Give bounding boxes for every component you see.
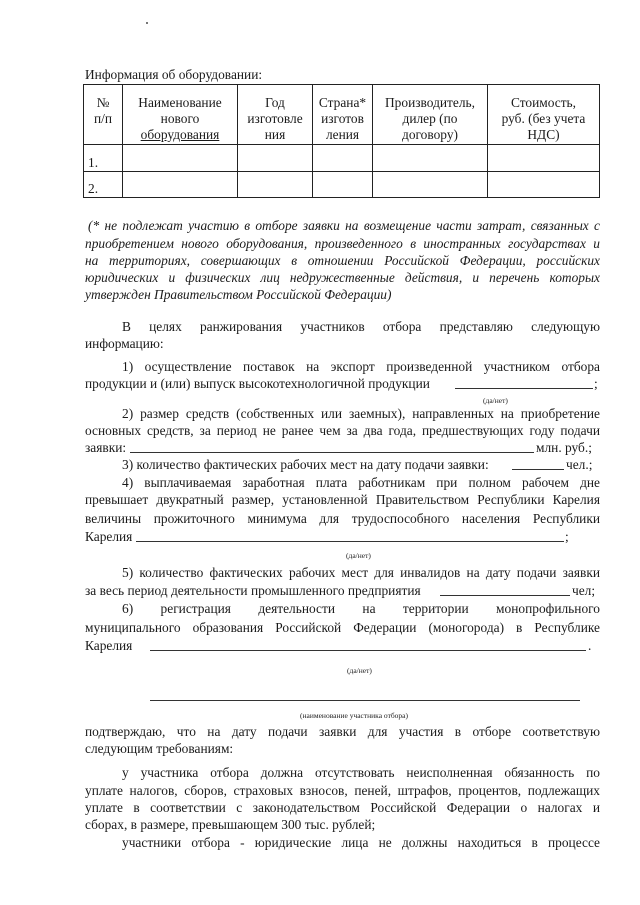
footnote-line: утвержден Правительством Российской Федерации) [85,287,392,302]
footnote-line: на территориях, совершающих в отношении Российской Федерации, российских [85,253,600,268]
item-1-text: продукции и (или) выпуск высокотехнологичной продукции [85,376,430,391]
table-cell [488,145,600,172]
table-cell [373,145,488,172]
item-4-text: Карелия [85,529,133,544]
requirement-1-text: уплате в соответствии с законодательством Российской Федерации о налогах и [85,800,600,815]
item-5-count-blank[interactable] [440,595,570,596]
confirm-line: следующим требованиям: [85,741,234,756]
item-5-unit: чел; [572,583,596,598]
item-6-end: . [588,638,592,653]
confirm-line: подтверждаю, что на дату подачи заявки для участия в отборе соответствую [85,724,600,739]
item-2-text: основных средств, за период не ранее чем за два года, предшествующих году подачи [85,423,600,438]
item-1-text: 1) осуществление поставок на экспорт произведенной участником отбора [122,359,600,374]
requirement-1-text: у участника отбора должна отсутствовать неисполненная обязанность по [122,765,600,780]
table-cell [123,172,238,198]
table-header-row [84,85,600,145]
col-header-number: № п/п [84,85,123,145]
item-6-answer-blank[interactable] [150,650,586,651]
item-4-text: величины прожиточного минимума для трудоспособного населения Республики [85,511,600,526]
intro-line: В целях ранжирования участников отбора представляю следующую [122,319,600,334]
table-cell [373,172,488,198]
yes-no-caption: (да/нет) [347,666,372,675]
item-6-text: 6) регистрация деятельности на территории монопрофильного [122,601,600,616]
footnote-line: приобретением нового оборудования, произведенного в иностранных государствах и [85,236,600,251]
item-1-answer-blank[interactable] [455,388,593,389]
table-cell [123,145,238,172]
item-6-text: Карелия [85,638,133,653]
item-3-count-blank[interactable] [512,469,564,470]
yes-no-caption: (да/нет) [483,396,508,405]
table-cell [313,145,373,172]
scan-speck [146,22,148,24]
table-cell [238,145,313,172]
row-number: 2. [84,172,123,198]
intro-line: информацию: [85,336,164,351]
row-number: 1. [84,145,123,172]
requirement-1-text: сборах, в размере, превышающем 300 тыс. рублей; [85,817,376,832]
item-3-unit: чел.; [566,457,593,472]
equipment-table [83,84,600,198]
participant-caption: (наименование участника отбора) [300,711,408,720]
table-row [84,172,600,198]
item-4-text: 4) выплачиваемая заработная плата работникам при полном рабочем дне [122,475,600,490]
col-header-country: Страна* изготов ления [313,85,373,145]
requirement-1-text: уплате налогов, сборов, страховых взносов, пеней, штрафов, процентов, подлежащих [85,783,600,798]
item-3-text: 3) количество фактических рабочих мест на дату подачи заявки: [122,457,489,472]
item-4-answer-blank[interactable] [136,541,564,542]
col-header-cost: Стоимость, руб. (без учета НДС) [488,85,600,145]
footnote-line: юридических и физических лиц недружественные действия, и перечень которых [85,270,600,285]
item-4-end: ; [565,529,569,544]
table-cell [488,172,600,198]
requirement-2-text: участники отбора - юридические лица не должны находиться в процессе [122,835,600,850]
yes-no-caption: (да/нет) [346,551,371,560]
col-header-year: Год изготовле ния [238,85,313,145]
item-2-text: 2) размер средств (собственных или заемных), направленных на приобретение [122,406,600,421]
item-4-text: превышает двукратный размер, установленной Правительством Республики Карелия [85,492,600,507]
table-cell [313,172,373,198]
item-2-text: заявки: [85,440,127,455]
footnote-line: (* не подлежат участию в отборе заявки на возмещение части затрат, связанных с [88,218,600,233]
table-row [84,145,600,172]
item-6-text: муниципального образования Российской Федерации (моногорода) в Республике [85,620,600,635]
item-2-amount-blank[interactable] [130,452,534,453]
item-2-unit: млн. руб.; [536,440,592,455]
equipment-heading: Информация об оборудовании: [85,67,263,82]
table-cell [238,172,313,198]
item-5-text: 5) количество фактических рабочих мест для инвалидов на дату подачи заявки [122,565,600,580]
item-1-end: ; [594,376,598,391]
col-header-manufacturer: Производитель, дилер (по договору) [373,85,488,145]
participant-name-blank[interactable] [150,700,580,701]
item-5-text: за весь период деятельности промышленного предприятия [85,583,421,598]
col-header-name: Наименование нового оборудования [123,85,238,145]
